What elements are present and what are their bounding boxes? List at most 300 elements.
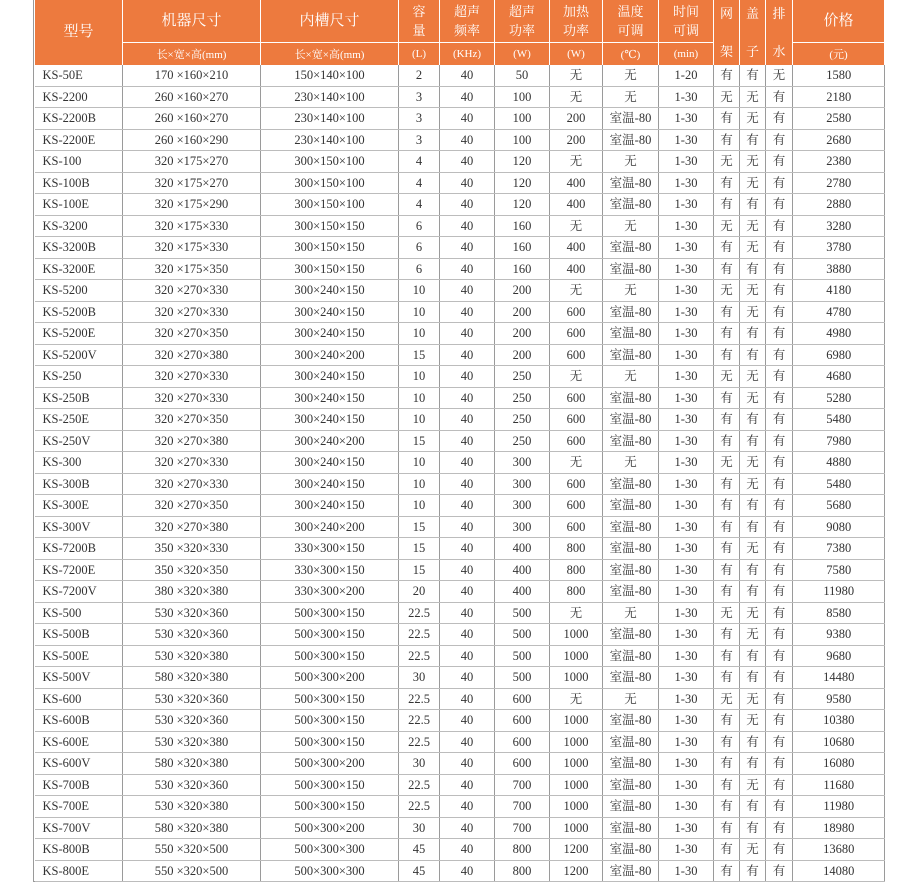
cell-lid: 无 bbox=[740, 624, 766, 646]
cell-drain: 有 bbox=[766, 645, 793, 667]
cell-time: 1-30 bbox=[659, 860, 714, 882]
header-heating-power: 加热 功率 bbox=[550, 0, 603, 43]
cell-ultrasonic-power: 600 bbox=[495, 753, 550, 775]
cell-frequency: 40 bbox=[440, 108, 495, 130]
cell-ultrasonic-power: 600 bbox=[495, 731, 550, 753]
cell-capacity: 15 bbox=[399, 559, 440, 581]
cell-time: 1-30 bbox=[659, 86, 714, 108]
cell-temperature: 无 bbox=[603, 366, 659, 388]
table-row bbox=[35, 796, 885, 818]
cell-drain: 有 bbox=[766, 301, 793, 323]
table-row bbox=[35, 344, 885, 366]
cell-lid: 无 bbox=[740, 710, 766, 732]
cell-capacity: 22.5 bbox=[399, 624, 440, 646]
table-row bbox=[35, 731, 885, 753]
cell-net-rack: 有 bbox=[714, 796, 740, 818]
cell-heating-power: 无 bbox=[550, 151, 603, 173]
cell-model: KS-250B bbox=[35, 387, 123, 409]
cell-drain: 有 bbox=[766, 581, 793, 603]
cell-time: 1-30 bbox=[659, 667, 714, 689]
cell-model: KS-300 bbox=[35, 452, 123, 474]
cell-temperature: 室温-80 bbox=[603, 710, 659, 732]
cell-ultrasonic-power: 120 bbox=[495, 172, 550, 194]
cell-frequency: 40 bbox=[440, 559, 495, 581]
cell-lid: 有 bbox=[740, 495, 766, 517]
cell-capacity: 10 bbox=[399, 495, 440, 517]
table-row bbox=[35, 387, 885, 409]
cell-drain: 有 bbox=[766, 860, 793, 882]
cell-price: 2780 bbox=[793, 172, 885, 194]
cell-heating-power: 600 bbox=[550, 516, 603, 538]
cell-frequency: 40 bbox=[440, 387, 495, 409]
header-ultrasonic-power: 超声 功率 bbox=[495, 0, 550, 43]
cell-frequency: 40 bbox=[440, 688, 495, 710]
cell-lid: 有 bbox=[740, 323, 766, 345]
cell-machine-size: 550 ×320×500 bbox=[123, 860, 261, 882]
cell-lid: 无 bbox=[740, 172, 766, 194]
cell-capacity: 4 bbox=[399, 194, 440, 216]
table-body bbox=[35, 65, 885, 882]
header-time: 时间 可调 bbox=[659, 0, 714, 43]
cell-price: 5480 bbox=[793, 409, 885, 431]
cell-tank-size: 300×150×100 bbox=[261, 172, 399, 194]
cell-capacity: 22.5 bbox=[399, 688, 440, 710]
cell-temperature: 室温-80 bbox=[603, 258, 659, 280]
cell-lid: 有 bbox=[740, 129, 766, 151]
cell-frequency: 40 bbox=[440, 237, 495, 259]
cell-capacity: 10 bbox=[399, 280, 440, 302]
cell-temperature: 无 bbox=[603, 86, 659, 108]
cell-net-rack: 有 bbox=[714, 258, 740, 280]
cell-temperature: 室温-80 bbox=[603, 301, 659, 323]
unit-capacity: (L) bbox=[399, 43, 440, 66]
cell-heating-power: 无 bbox=[550, 215, 603, 237]
cell-net-rack: 有 bbox=[714, 559, 740, 581]
cell-price: 18980 bbox=[793, 817, 885, 839]
cell-model: KS-700V bbox=[35, 817, 123, 839]
table-row bbox=[35, 129, 885, 151]
cell-temperature: 室温-80 bbox=[603, 667, 659, 689]
table-row bbox=[35, 839, 885, 861]
cell-price: 4680 bbox=[793, 366, 885, 388]
cell-time: 1-30 bbox=[659, 129, 714, 151]
cell-capacity: 10 bbox=[399, 301, 440, 323]
cell-net-rack: 有 bbox=[714, 65, 740, 86]
cell-capacity: 22.5 bbox=[399, 602, 440, 624]
cell-frequency: 40 bbox=[440, 301, 495, 323]
cell-ultrasonic-power: 400 bbox=[495, 581, 550, 603]
cell-tank-size: 330×300×150 bbox=[261, 538, 399, 560]
cell-model: KS-3200 bbox=[35, 215, 123, 237]
cell-net-rack: 有 bbox=[714, 731, 740, 753]
cell-frequency: 40 bbox=[440, 774, 495, 796]
cell-drain: 有 bbox=[766, 624, 793, 646]
cell-heating-power: 1000 bbox=[550, 774, 603, 796]
cell-tank-size: 300×240×150 bbox=[261, 409, 399, 431]
cell-capacity: 10 bbox=[399, 387, 440, 409]
cell-net-rack: 无 bbox=[714, 215, 740, 237]
header-model: 型号 bbox=[35, 0, 123, 65]
cell-lid: 无 bbox=[740, 237, 766, 259]
cell-capacity: 20 bbox=[399, 581, 440, 603]
cell-capacity: 3 bbox=[399, 108, 440, 130]
table-row bbox=[35, 602, 885, 624]
cell-tank-size: 330×300×200 bbox=[261, 581, 399, 603]
cell-frequency: 40 bbox=[440, 581, 495, 603]
cell-heating-power: 600 bbox=[550, 495, 603, 517]
cell-heating-power: 400 bbox=[550, 258, 603, 280]
cell-time: 1-30 bbox=[659, 753, 714, 775]
cell-machine-size: 530 ×320×360 bbox=[123, 774, 261, 796]
cell-net-rack: 无 bbox=[714, 688, 740, 710]
cell-model: KS-3200E bbox=[35, 258, 123, 280]
cell-drain: 有 bbox=[766, 817, 793, 839]
cell-time: 1-30 bbox=[659, 215, 714, 237]
cell-ultrasonic-power: 700 bbox=[495, 817, 550, 839]
cell-ultrasonic-power: 500 bbox=[495, 602, 550, 624]
cell-tank-size: 300×240×200 bbox=[261, 516, 399, 538]
cell-net-rack: 有 bbox=[714, 645, 740, 667]
cell-model: KS-300E bbox=[35, 495, 123, 517]
unit-temperature: (℃) bbox=[603, 43, 659, 66]
cell-model: KS-5200E bbox=[35, 323, 123, 345]
cell-net-rack: 无 bbox=[714, 86, 740, 108]
cell-tank-size: 230×140×100 bbox=[261, 108, 399, 130]
cell-lid: 无 bbox=[740, 301, 766, 323]
cell-lid: 无 bbox=[740, 151, 766, 173]
cell-capacity: 10 bbox=[399, 473, 440, 495]
cell-drain: 有 bbox=[766, 108, 793, 130]
cell-model: KS-100 bbox=[35, 151, 123, 173]
cell-heating-power: 600 bbox=[550, 323, 603, 345]
cell-heating-power: 1000 bbox=[550, 624, 603, 646]
cell-machine-size: 530 ×320×380 bbox=[123, 796, 261, 818]
cell-tank-size: 500×300×150 bbox=[261, 796, 399, 818]
cell-temperature: 室温-80 bbox=[603, 645, 659, 667]
cell-net-rack: 有 bbox=[714, 323, 740, 345]
cell-tank-size: 300×150×100 bbox=[261, 151, 399, 173]
cell-drain: 有 bbox=[766, 344, 793, 366]
cell-tank-size: 500×300×150 bbox=[261, 688, 399, 710]
cell-machine-size: 320 ×175×290 bbox=[123, 194, 261, 216]
cell-price: 6980 bbox=[793, 344, 885, 366]
cell-drain: 有 bbox=[766, 237, 793, 259]
cell-price: 14480 bbox=[793, 667, 885, 689]
cell-tank-size: 150×140×100 bbox=[261, 65, 399, 86]
cell-drain: 无 bbox=[766, 65, 793, 86]
cell-drain: 有 bbox=[766, 688, 793, 710]
unit-heating: (W) bbox=[550, 43, 603, 66]
cell-capacity: 30 bbox=[399, 667, 440, 689]
cell-drain: 有 bbox=[766, 796, 793, 818]
cell-heating-power: 600 bbox=[550, 473, 603, 495]
cell-capacity: 22.5 bbox=[399, 796, 440, 818]
table-row bbox=[35, 323, 885, 345]
cell-drain: 有 bbox=[766, 151, 793, 173]
cell-model: KS-250E bbox=[35, 409, 123, 431]
cell-model: KS-600E bbox=[35, 731, 123, 753]
cell-ultrasonic-power: 160 bbox=[495, 237, 550, 259]
cell-price: 14080 bbox=[793, 860, 885, 882]
cell-ultrasonic-power: 200 bbox=[495, 280, 550, 302]
cell-capacity: 10 bbox=[399, 366, 440, 388]
cell-tank-size: 300×150×150 bbox=[261, 215, 399, 237]
cell-temperature: 无 bbox=[603, 602, 659, 624]
cell-price: 5680 bbox=[793, 495, 885, 517]
cell-machine-size: 170 ×160×210 bbox=[123, 65, 261, 86]
cell-ultrasonic-power: 700 bbox=[495, 774, 550, 796]
cell-ultrasonic-power: 250 bbox=[495, 430, 550, 452]
cell-lid: 有 bbox=[740, 344, 766, 366]
cell-heating-power: 1000 bbox=[550, 710, 603, 732]
cell-net-rack: 无 bbox=[714, 452, 740, 474]
cell-model: KS-7200V bbox=[35, 581, 123, 603]
cell-machine-size: 320 ×270×330 bbox=[123, 366, 261, 388]
cell-lid: 无 bbox=[740, 688, 766, 710]
cell-ultrasonic-power: 500 bbox=[495, 667, 550, 689]
cell-machine-size: 320 ×270×350 bbox=[123, 409, 261, 431]
cell-time: 1-30 bbox=[659, 323, 714, 345]
cell-time: 1-30 bbox=[659, 409, 714, 431]
cell-machine-size: 580 ×320×380 bbox=[123, 753, 261, 775]
table-row bbox=[35, 430, 885, 452]
cell-tank-size: 500×300×200 bbox=[261, 753, 399, 775]
cell-price: 11980 bbox=[793, 796, 885, 818]
cell-temperature: 室温-80 bbox=[603, 624, 659, 646]
cell-capacity: 10 bbox=[399, 409, 440, 431]
cell-heating-power: 600 bbox=[550, 409, 603, 431]
cell-temperature: 室温-80 bbox=[603, 387, 659, 409]
cell-price: 10680 bbox=[793, 731, 885, 753]
cell-lid: 无 bbox=[740, 839, 766, 861]
cell-price: 8580 bbox=[793, 602, 885, 624]
cell-temperature: 无 bbox=[603, 151, 659, 173]
cell-drain: 有 bbox=[766, 86, 793, 108]
cell-machine-size: 530 ×320×360 bbox=[123, 602, 261, 624]
cell-machine-size: 320 ×270×330 bbox=[123, 301, 261, 323]
cell-ultrasonic-power: 600 bbox=[495, 710, 550, 732]
cell-model: KS-500B bbox=[35, 624, 123, 646]
cell-price: 10380 bbox=[793, 710, 885, 732]
cell-heating-power: 无 bbox=[550, 688, 603, 710]
cell-price: 4880 bbox=[793, 452, 885, 474]
cell-time: 1-30 bbox=[659, 495, 714, 517]
cell-frequency: 40 bbox=[440, 624, 495, 646]
cell-time: 1-30 bbox=[659, 473, 714, 495]
cell-time: 1-30 bbox=[659, 624, 714, 646]
cell-price: 3280 bbox=[793, 215, 885, 237]
table-row bbox=[35, 624, 885, 646]
header-lid: 盖 子 bbox=[740, 0, 766, 65]
cell-capacity: 3 bbox=[399, 129, 440, 151]
cell-capacity: 22.5 bbox=[399, 774, 440, 796]
cell-lid: 无 bbox=[740, 774, 766, 796]
cell-time: 1-30 bbox=[659, 796, 714, 818]
cell-net-rack: 有 bbox=[714, 172, 740, 194]
cell-model: KS-7200B bbox=[35, 538, 123, 560]
cell-net-rack: 有 bbox=[714, 430, 740, 452]
cell-time: 1-30 bbox=[659, 366, 714, 388]
cell-tank-size: 500×300×300 bbox=[261, 860, 399, 882]
table-row bbox=[35, 151, 885, 173]
cell-frequency: 40 bbox=[440, 366, 495, 388]
cell-temperature: 无 bbox=[603, 215, 659, 237]
cell-time: 1-20 bbox=[659, 65, 714, 86]
cell-frequency: 40 bbox=[440, 129, 495, 151]
cell-frequency: 40 bbox=[440, 753, 495, 775]
cell-capacity: 45 bbox=[399, 860, 440, 882]
cell-heating-power: 600 bbox=[550, 430, 603, 452]
cell-ultrasonic-power: 500 bbox=[495, 645, 550, 667]
table-row bbox=[35, 538, 885, 560]
cell-net-rack: 有 bbox=[714, 237, 740, 259]
unit-tank-size: 长×宽×高(mm) bbox=[261, 43, 399, 66]
cell-heating-power: 600 bbox=[550, 344, 603, 366]
cell-model: KS-600 bbox=[35, 688, 123, 710]
cell-frequency: 40 bbox=[440, 516, 495, 538]
table-row bbox=[35, 495, 885, 517]
cell-heating-power: 1000 bbox=[550, 667, 603, 689]
cell-price: 4180 bbox=[793, 280, 885, 302]
cell-tank-size: 300×150×150 bbox=[261, 258, 399, 280]
cell-drain: 有 bbox=[766, 258, 793, 280]
cell-drain: 有 bbox=[766, 473, 793, 495]
cell-model: KS-5200 bbox=[35, 280, 123, 302]
cell-time: 1-30 bbox=[659, 108, 714, 130]
cell-machine-size: 320 ×270×380 bbox=[123, 430, 261, 452]
cell-heating-power: 1200 bbox=[550, 860, 603, 882]
cell-heating-power: 400 bbox=[550, 237, 603, 259]
cell-price: 9080 bbox=[793, 516, 885, 538]
cell-model: KS-250V bbox=[35, 430, 123, 452]
cell-machine-size: 380 ×320×380 bbox=[123, 581, 261, 603]
cell-net-rack: 有 bbox=[714, 817, 740, 839]
cell-net-rack: 无 bbox=[714, 366, 740, 388]
cell-tank-size: 230×140×100 bbox=[261, 86, 399, 108]
cell-time: 1-30 bbox=[659, 839, 714, 861]
cell-frequency: 40 bbox=[440, 86, 495, 108]
cell-ultrasonic-power: 800 bbox=[495, 839, 550, 861]
cell-ultrasonic-power: 160 bbox=[495, 215, 550, 237]
cell-temperature: 无 bbox=[603, 452, 659, 474]
cell-frequency: 40 bbox=[440, 452, 495, 474]
cell-machine-size: 320 ×270×330 bbox=[123, 387, 261, 409]
cell-time: 1-30 bbox=[659, 774, 714, 796]
cell-drain: 有 bbox=[766, 667, 793, 689]
cell-frequency: 40 bbox=[440, 65, 495, 86]
header-drain: 排 水 bbox=[766, 0, 793, 65]
cell-capacity: 4 bbox=[399, 172, 440, 194]
cell-tank-size: 300×240×150 bbox=[261, 473, 399, 495]
cell-machine-size: 260 ×160×270 bbox=[123, 86, 261, 108]
cell-net-rack: 有 bbox=[714, 473, 740, 495]
cell-tank-size: 300×240×150 bbox=[261, 495, 399, 517]
cell-ultrasonic-power: 300 bbox=[495, 495, 550, 517]
cell-price: 7580 bbox=[793, 559, 885, 581]
cell-lid: 无 bbox=[740, 387, 766, 409]
cell-frequency: 40 bbox=[440, 817, 495, 839]
cell-tank-size: 500×300×150 bbox=[261, 710, 399, 732]
cell-net-rack: 有 bbox=[714, 581, 740, 603]
cell-price: 13680 bbox=[793, 839, 885, 861]
cell-machine-size: 320 ×270×350 bbox=[123, 495, 261, 517]
cell-lid: 有 bbox=[740, 65, 766, 86]
cell-model: KS-300V bbox=[35, 516, 123, 538]
cell-machine-size: 320 ×175×330 bbox=[123, 215, 261, 237]
cell-temperature: 室温-80 bbox=[603, 194, 659, 216]
cell-model: KS-700E bbox=[35, 796, 123, 818]
cell-ultrasonic-power: 200 bbox=[495, 301, 550, 323]
cell-net-rack: 无 bbox=[714, 602, 740, 624]
cell-time: 1-30 bbox=[659, 172, 714, 194]
cell-lid: 有 bbox=[740, 753, 766, 775]
cell-net-rack: 有 bbox=[714, 753, 740, 775]
cell-drain: 有 bbox=[766, 538, 793, 560]
cell-frequency: 40 bbox=[440, 473, 495, 495]
cell-model: KS-600V bbox=[35, 753, 123, 775]
cell-machine-size: 260 ×160×290 bbox=[123, 129, 261, 151]
cell-heating-power: 1000 bbox=[550, 753, 603, 775]
cell-drain: 有 bbox=[766, 516, 793, 538]
cell-ultrasonic-power: 600 bbox=[495, 688, 550, 710]
cell-heating-power: 600 bbox=[550, 387, 603, 409]
cell-frequency: 40 bbox=[440, 344, 495, 366]
cell-tank-size: 500×300×150 bbox=[261, 774, 399, 796]
cell-temperature: 无 bbox=[603, 280, 659, 302]
cell-machine-size: 320 ×175×270 bbox=[123, 151, 261, 173]
cell-drain: 有 bbox=[766, 366, 793, 388]
cell-capacity: 2 bbox=[399, 65, 440, 86]
cell-frequency: 40 bbox=[440, 602, 495, 624]
cell-lid: 无 bbox=[740, 473, 766, 495]
cell-lid: 无 bbox=[740, 108, 766, 130]
cell-capacity: 45 bbox=[399, 839, 440, 861]
cell-frequency: 40 bbox=[440, 667, 495, 689]
cell-lid: 有 bbox=[740, 581, 766, 603]
cell-machine-size: 320 ×270×330 bbox=[123, 452, 261, 474]
cell-machine-size: 350 ×320×350 bbox=[123, 559, 261, 581]
cell-model: KS-7200E bbox=[35, 559, 123, 581]
cell-ultrasonic-power: 300 bbox=[495, 452, 550, 474]
cell-tank-size: 500×300×200 bbox=[261, 817, 399, 839]
table-row bbox=[35, 710, 885, 732]
cell-capacity: 22.5 bbox=[399, 731, 440, 753]
cell-ultrasonic-power: 800 bbox=[495, 860, 550, 882]
cell-net-rack: 有 bbox=[714, 129, 740, 151]
table-row bbox=[35, 409, 885, 431]
spec-table-container bbox=[33, 0, 885, 882]
cell-time: 1-30 bbox=[659, 602, 714, 624]
cell-drain: 有 bbox=[766, 839, 793, 861]
cell-machine-size: 530 ×320×380 bbox=[123, 645, 261, 667]
cell-ultrasonic-power: 700 bbox=[495, 796, 550, 818]
cell-capacity: 3 bbox=[399, 86, 440, 108]
cell-net-rack: 有 bbox=[714, 538, 740, 560]
cell-drain: 有 bbox=[766, 172, 793, 194]
cell-frequency: 40 bbox=[440, 323, 495, 345]
cell-heating-power: 200 bbox=[550, 129, 603, 151]
cell-time: 1-30 bbox=[659, 731, 714, 753]
cell-lid: 无 bbox=[740, 538, 766, 560]
cell-tank-size: 300×150×100 bbox=[261, 194, 399, 216]
cell-tank-size: 300×240×200 bbox=[261, 344, 399, 366]
table-row bbox=[35, 688, 885, 710]
cell-capacity: 22.5 bbox=[399, 710, 440, 732]
cell-time: 1-30 bbox=[659, 280, 714, 302]
cell-lid: 有 bbox=[740, 796, 766, 818]
cell-net-rack: 有 bbox=[714, 667, 740, 689]
cell-frequency: 40 bbox=[440, 731, 495, 753]
